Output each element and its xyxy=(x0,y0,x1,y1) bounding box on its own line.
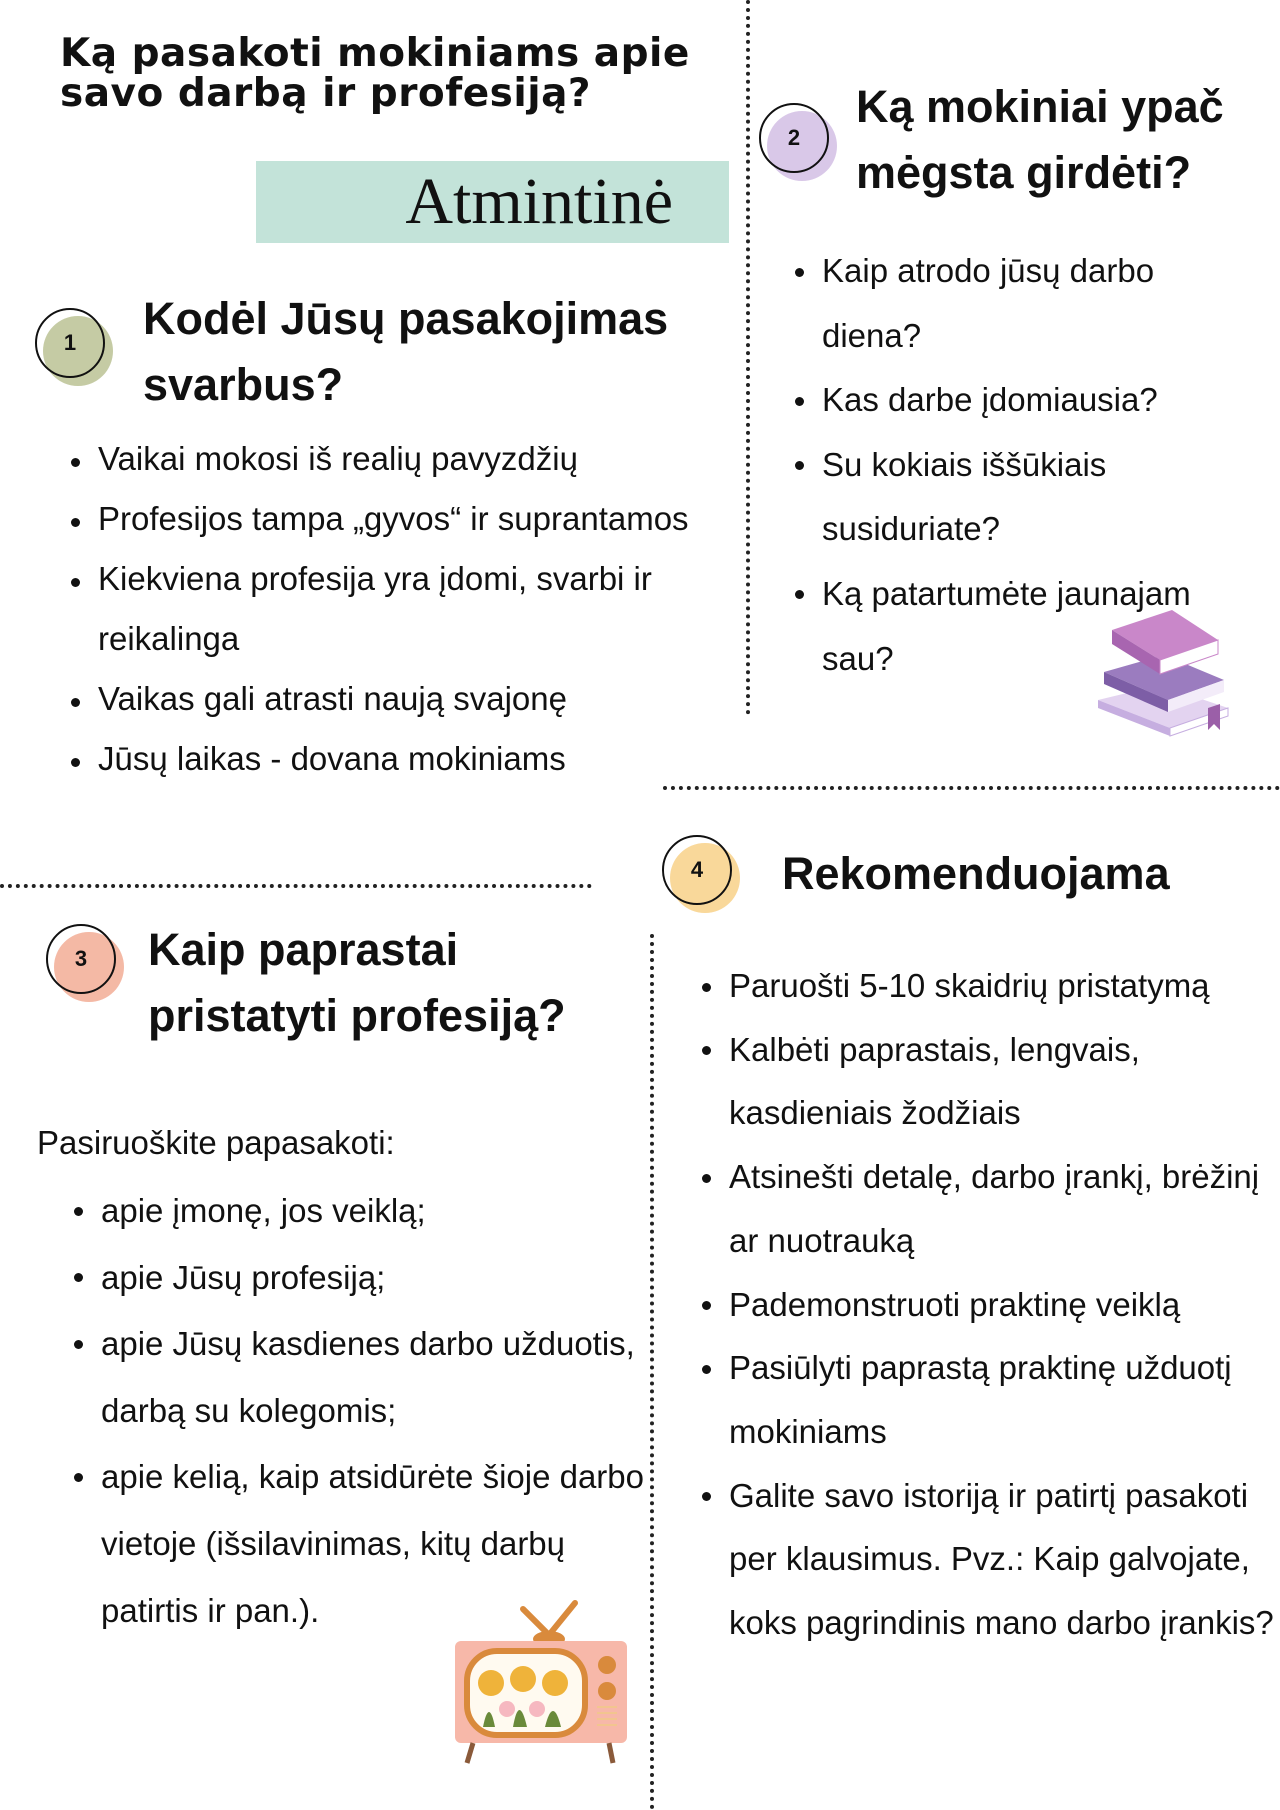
title-line: Ką pasakoti mokiniams apie xyxy=(60,31,690,76)
list-item: Su kokiais iššūkiais susiduriate? xyxy=(822,433,1222,562)
page-title xyxy=(60,31,690,116)
retro-tv-flowers-icon xyxy=(453,1597,629,1765)
list-item: Paruošti 5-10 skaidrių pristatymą xyxy=(729,954,1277,1018)
horizontal-divider-left xyxy=(0,884,592,888)
list-item: Pasiūlyti paprastą praktinę užduotį mokiniams xyxy=(729,1336,1277,1463)
list-item: Kalbėti paprastais, lengvais, kasdieniais žodžiais xyxy=(729,1018,1277,1145)
list-item: Jūsų laikas - dovana mokiniams xyxy=(98,729,713,789)
section-3-heading: Kaip paprastai pristatyti profesiją? xyxy=(148,924,566,1041)
section-number-badge-1: 1 xyxy=(35,308,105,378)
section-number-badge-2: 2 xyxy=(759,103,829,173)
title-line: savo darbą ir profesiją? xyxy=(60,71,592,116)
list-item: Kaip atrodo jūsų darbo diena? xyxy=(822,239,1222,368)
books-stack-icon xyxy=(1090,600,1235,740)
section-4-heading: Rekomenduojama xyxy=(782,848,1170,899)
section-2-heading: Ką mokiniai ypač mėgsta girdėti? xyxy=(856,81,1224,198)
section-3-intro: Pasiruoškite papasakoti: xyxy=(37,1124,395,1161)
list-item: Galite savo istoriją ir patirtį pasakoti per klausimus. Pvz.: Kaip galvojate, koks pagrindinis mano darbo įrankis? xyxy=(729,1464,1277,1655)
list-item: Vaikai mokosi iš realių pavyzdžių xyxy=(98,429,713,489)
section-1-heading: Kodėl Jūsų pasakojimas svarbus? xyxy=(143,293,669,410)
list-item: Profesijos tampa „gyvos“ ir suprantamos xyxy=(98,489,713,549)
section-1-list xyxy=(69,429,713,789)
list-item: Ką patartumėte jaunajam sau? xyxy=(822,562,1222,691)
list-item: apie kelią, kaip atsidūrėte šioje darbo vietoje (išsilavinimas, kitų darbų patirtis ir pan.). xyxy=(101,1444,666,1644)
list-item: Vaikas gali atrasti naują svajonę xyxy=(98,669,713,729)
memo-label: Atmintinė xyxy=(405,165,673,238)
vertical-divider-top xyxy=(746,0,750,715)
section-4-list xyxy=(700,954,1277,1655)
list-item: apie Jūsų profesiją; xyxy=(101,1245,666,1312)
memo-banner xyxy=(256,161,729,243)
section-number-badge-4: 4 xyxy=(662,835,732,905)
list-item: Atsinešti detalę, darbo įrankį, brėžinį ar nuotrauką xyxy=(729,1145,1277,1272)
list-item: apie įmonę, jos veiklą; xyxy=(101,1178,666,1245)
list-item: Pademonstruoti praktinę veiklą xyxy=(729,1273,1277,1337)
list-item: apie Jūsų kasdienes darbo užduotis, darbą su kolegomis; xyxy=(101,1311,666,1444)
section-number-badge-3: 3 xyxy=(46,924,116,994)
list-item: Kiekviena profesija yra įdomi, svarbi ir reikalinga xyxy=(98,549,713,669)
horizontal-divider-right xyxy=(663,786,1280,790)
list-item: Kas darbe įdomiausia? xyxy=(822,368,1222,433)
section-3-list xyxy=(72,1178,666,1644)
